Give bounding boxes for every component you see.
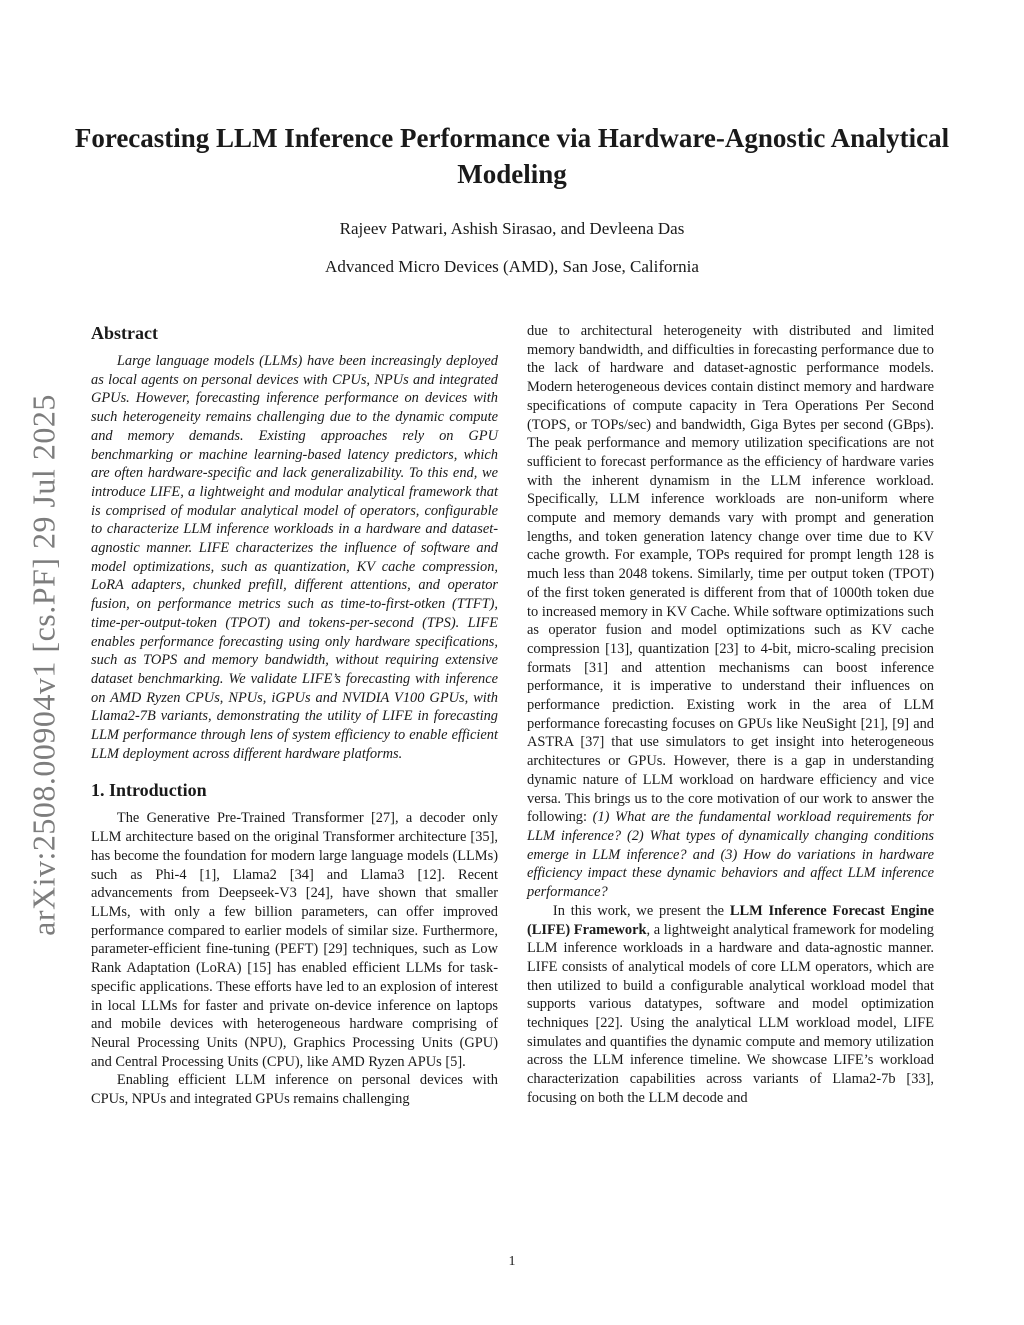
arxiv-identifier[interactable]: arXiv:2508.00904v1 [cs.PF] 29 Jul 2025 [25, 394, 62, 936]
right-column [527, 322, 934, 1108]
intro-paragraph-1: The Generative Pre-Trained Transformer [27], a decoder only LLM architecture based on the original Transformer architecture [35], has become the foundation for modern large language models (LLMs) such as Phi-4 [1], Llama2 [34] and Llama3 [12]. Recent advancements from Deepseek-V3 [24], have shown that smaller LLMs, with only a few billion parameters, can offer improved performance compared to earlier models of similar size. Furthermore, parameter-efficient fine-tuning (PEFT) [29] techniques, such as Low Rank Adaptation (LoRA) [15] has enabled efficient LLMs for task-specific applications. These efforts have led to an explosion of interest in local LLMs for faster and private on-device inference on laptops and mobile devices with heterogeneous hardware comprising of Neural Processing Units (NPU), Graphics Processing Units (GPU) and Central Processing Units (CPU), like AMD Ryzen APUs [5]. [91, 810, 498, 1070]
abstract-text: Large language models (LLMs) have been increasingly deployed as local agents on personal devices with CPUs, NPUs and integrated GPUs. However, forecasting inference performance on devices with such heterogeneity remains challenging due to the dynamic compute and memory demands. Existing approaches rely on GPU benchmarking or machine learning-based latency predictors, which are often hardware-specific and lack generalizability. To this end, we introduce LIFE, a lightweight and modular analytical framework that is comprised of modular analytical model of operators, configurable to characterize LLM inference workloads in a hardware and dataset-agnostic manner. LIFE characterizes the influence of software and model optimizations, such as quantization, KV cache compression, LoRA adapters, chunked prefill, different attentions, and operator fusion, on performance metrics such as time-to-first-otken (TTFT), time-per-output-token (TPOT) and tokens-per-second (TPS). LIFE enables performance forecasting using only hardware specifications, such as TOPS and memory bandwidth, without requiring extensive dataset benchmarking. We validate LIFE’s forecasting with inference on AMD Ryzen CPUs, NPUs, iGPUs and NVIDIA V100 GPUs, with Llama2-7B variants, demonstrating the utility of LIFE in forecasting LLM performance through lens of system efficiency to enable efficient LLM deployment across different hardware platforms. [91, 353, 498, 762]
abstract-heading: Abstract [91, 323, 158, 343]
paragraph-3-rest: , a lightweight analytical framework for modeling LLM inference workloads in a hardware and data-agnostic manner. LIFE consists of analytical models of core LLM operators, which are then utilized to build a configurable analytical workload model that supports various datatypes, software and model optimization techniques [22]. Using the analytical LLM workload model, LIFE simulates and quantifies the dynamic compute and memory utilization across the LLM inference timeline. We showcase LIFE’s workload characterization capabilities across variants of Llama2-7b [33], focusing on both the LLM decode and [527, 921, 934, 1106]
author-list: Rajeev Patwari, Ashish Sirasao, and Devleena Das [339, 219, 685, 238]
life-framework-name: LLM Inference Forecast Engine (LIFE) Framework [527, 902, 934, 938]
page-number: 1 [508, 1254, 516, 1269]
paragraph-3-lead: In this work, we present the [552, 902, 730, 919]
affiliation: Advanced Micro Devices (AMD), San Jose, California [325, 257, 699, 276]
introduction-heading: 1. Introduction [91, 780, 207, 801]
research-questions: (1) What are the fundamental workload requirements for LLM inference? (2) What types of dynamically changing conditions emerge in LLM inference? and (3) How do variations in hardware efficiency impact these dynamic behaviors and affect LLM inference performance? [527, 809, 934, 901]
intro-paragraph-2-continued [527, 322, 934, 902]
intro-paragraph-3 [527, 902, 934, 1108]
paragraph-2-continued-text: due to architectural heterogeneity with distributed and limited memory bandwidth, and difficulties in forecasting performance due to the lack of hardware and dataset-agnostic performance models. Modern heterogeneous devices contain distinct memory and hardware specifications of compute capacity in Tera Operations Per Second (TOPS, or TOPs/sec) and bandwidth, Giga Bytes per second (GBps). The peak performance and memory utilization specifications are not sufficient to forecast performance as the efficiency of hardware varies with the inherent dynamism in the LLM inference workload. Specifically, LLM inference workloads are non-uniform where compute and memory demands vary with prompt and generation lengths, and token generation latency change over time due to KV cache growth. For example, TOPs required for prompt length 128 is much less than 2048 tokens. Similarly, time per output token (TPOT) of the first token generated is different from that of 1000th token due to increased memory in KV Cache. While software optimizations such as operator fusion and model optimizations such as KV cache compression [13], quantization [23] to 4-bit, micro-scaling precision formats [31] and attention mechanisms can boost inference performance, it is imperative to understand their influences on performance prediction. Existing work in the area of LLM performance forecasting focuses on GPUs like NeuSight [21], [9] and ASTRA [37] that use simulators to get insight into heterogeneous architectures or GPUs. However, there is a gap in understanding dynamic nature of LLM workload on hardware efficiency and vice versa. This brings us to the core motivation of our work to answer the following: [527, 323, 934, 826]
left-column [91, 322, 498, 1109]
paper-title: Forecasting LLM Inference Performance via Hardware-Agnostic Analytical Modeling [74, 123, 950, 189]
intro-paragraph-2: Enabling efficient LLM inference on personal devices with CPUs, NPUs and integrated GPUs remains challenging [91, 1072, 498, 1108]
